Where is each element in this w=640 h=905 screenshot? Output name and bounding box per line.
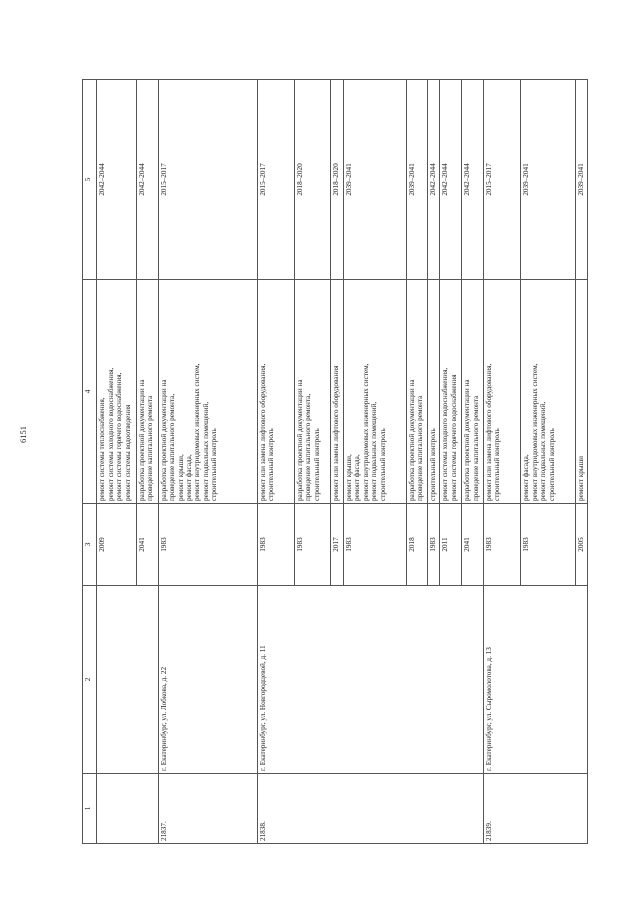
header-cell-1: 1: [83, 774, 97, 844]
header-row: [83, 80, 97, 844]
period-cell: 2039–2041: [575, 80, 587, 280]
row-number-cell: [97, 774, 158, 844]
year-cell: 1983: [158, 504, 257, 586]
works-cell: ремонт или замена лифтового оборудования, строительный контроль: [483, 280, 521, 504]
works-cell: строительный контроль: [428, 280, 440, 504]
works-cell: ремонт крыши, ремонт фасада, ремонт внутридомовых инженерных систем, ремонт подвальных помещений, строительный контроль: [343, 280, 406, 504]
period-cell: 2018–2020: [331, 80, 343, 280]
year-cell: 1983: [294, 504, 331, 586]
period-cell: 2015–2017: [483, 80, 521, 280]
period-cell: 2042–2044: [462, 80, 484, 280]
row-number-cell: 21837.: [158, 774, 257, 844]
period-cell: 2042–2044: [136, 80, 158, 280]
period-cell: 2042–2044: [97, 80, 137, 280]
period-cell: 2039–2041: [406, 80, 428, 280]
year-cell: 2017: [331, 504, 343, 586]
year-cell: 2011: [440, 504, 462, 586]
works-cell: ремонт системы теплоснабжения, ремонт системы холодного водоснабжения, ремонт системы горячего водоснабжения, ремонт системы водоотведения: [97, 280, 137, 504]
works-cell: ремонт крыши: [575, 280, 587, 504]
works-cell: ремонт или замена лифтового оборудования, строительный контроль: [257, 280, 294, 504]
year-cell: 1983: [483, 504, 521, 586]
page-number: 6151: [18, 426, 28, 443]
works-cell: разработка проектной документации на проведение капитального ремонта: [462, 280, 484, 504]
year-cell: 2009: [97, 504, 137, 586]
year-cell: 2041: [136, 504, 158, 586]
header-cell-2: 2: [83, 586, 97, 774]
period-cell: 2039–2041: [521, 80, 575, 280]
period-cell: 2039–2041: [343, 80, 406, 280]
period-cell: 2015–2017: [257, 80, 294, 280]
table-row: [158, 80, 257, 844]
year-cell: 2005: [575, 504, 587, 586]
year-cell: 2018: [406, 504, 428, 586]
year-cell: 1983: [521, 504, 575, 586]
works-cell: разработка проектной документации на проведение капитального ремонта, строительный контроль: [294, 280, 331, 504]
period-cell: 2042–2044: [428, 80, 440, 280]
table-row: [483, 80, 521, 844]
year-cell: 2041: [462, 504, 484, 586]
address-cell: [97, 586, 158, 774]
works-cell: разработка проектной документации на проведение капитального ремонта: [136, 280, 158, 504]
works-cell: ремонт системы холодного водоснабжения, ремонт системы горячего водоснабжения: [440, 280, 462, 504]
works-cell: разработка проектной документации на проведение капитального ремонта, ремонт крыши, ремонт фасада, ремонт внутридомовых инженерных систем, ремонт подвальных помещений, строительный контроль: [158, 280, 257, 504]
header-cell-4: 4: [83, 280, 97, 504]
address-cell: г. Екатеринбург, ул. Новгородцевой, д. 11: [257, 586, 483, 774]
repair-schedule-table: [82, 79, 588, 844]
works-cell: ремонт или замена лифтового оборудования: [331, 280, 343, 504]
address-cell: г. Екатеринбург, ул. Сыромолотова, д. 13: [483, 586, 587, 774]
year-cell: 1983: [257, 504, 294, 586]
address-cell: г. Екатеринбург, ул. Лобкова, д. 22: [158, 586, 257, 774]
works-cell: ремонт фасада, ремонт внутридомовых инженерных систем, ремонт подвальных помещений, строительный контроль: [521, 280, 575, 504]
year-cell: 1983: [428, 504, 440, 586]
rotated-table-wrapper: [82, 80, 588, 844]
header-cell-3: 3: [83, 504, 97, 586]
period-cell: 2018–2020: [294, 80, 331, 280]
year-cell: 1983: [343, 504, 406, 586]
row-number-cell: 21838.: [257, 774, 483, 844]
row-number-cell: 21839.: [483, 774, 587, 844]
header-cell-5: 5: [83, 80, 97, 280]
period-cell: 2015–2017: [158, 80, 257, 280]
table-row: [257, 80, 294, 844]
works-cell: разработка проектной документации на проведение капитального ремонта: [406, 280, 428, 504]
period-cell: 2042–2044: [440, 80, 462, 280]
table-row: [97, 80, 137, 844]
